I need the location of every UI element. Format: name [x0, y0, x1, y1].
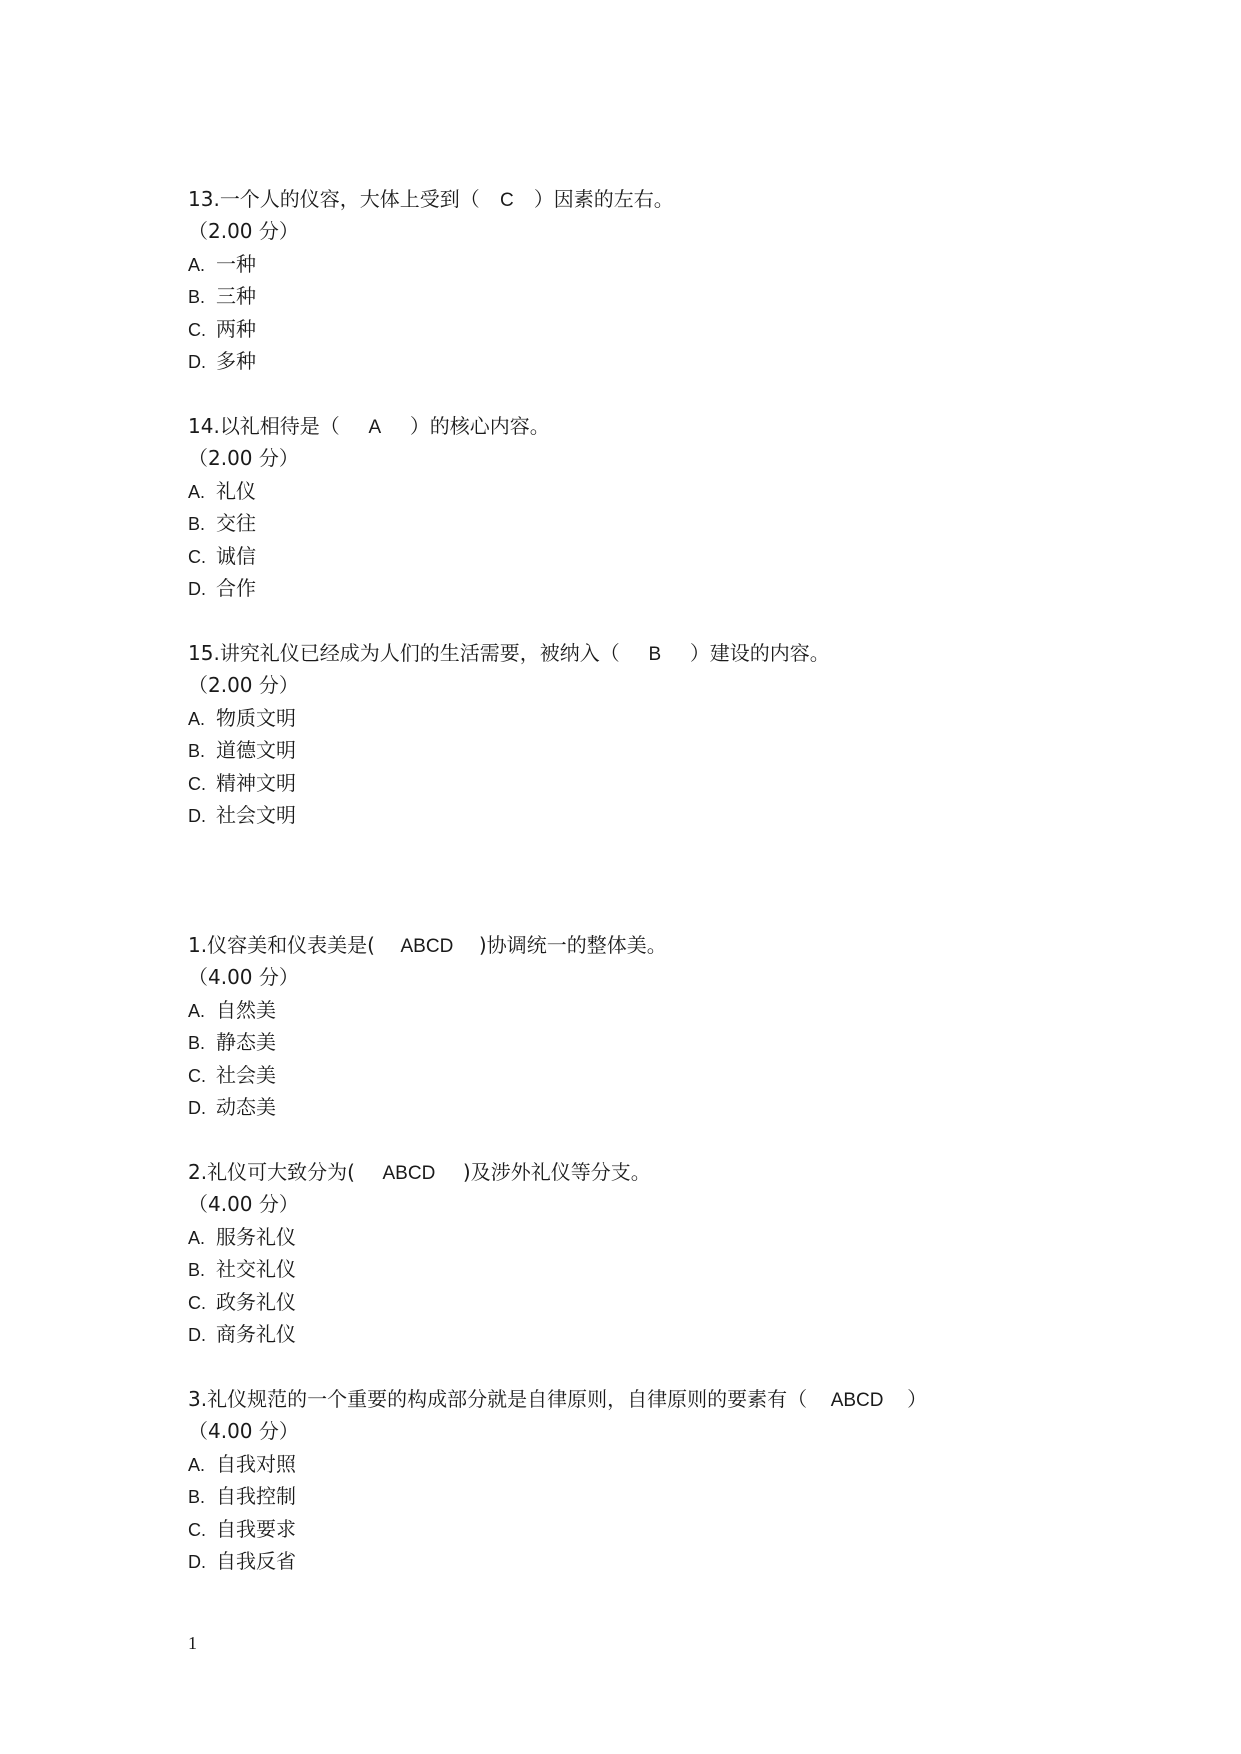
option-b: B. 交往: [188, 511, 256, 535]
question-15-stem: [188, 638, 830, 670]
question-text-end: ）因素的左右。: [533, 187, 674, 211]
question-text: 一个人的仪容，大体上受到（: [219, 187, 480, 211]
option-a: A. 物质文明: [188, 706, 296, 730]
option-b: B. 道德文明: [188, 738, 296, 762]
option-c: C. 社会美: [188, 1063, 276, 1087]
option-b: B. 自我控制: [188, 1484, 296, 1508]
question-15-score: （2.00 分）: [188, 673, 299, 697]
option-a: A. 自我对照: [188, 1452, 296, 1476]
option-c: C. 精神文明: [188, 771, 296, 795]
question-number: 15.: [188, 641, 220, 665]
question-13-stem: [188, 184, 674, 216]
option-b: B. 社交礼仪: [188, 1257, 296, 1281]
option-a: A. 一种: [188, 252, 256, 276]
question-number: 14.: [188, 414, 220, 438]
option-a: A. 服务礼仪: [188, 1225, 296, 1249]
option-b: B. 静态美: [188, 1030, 276, 1054]
question-text-end: ）建设的内容。: [689, 641, 830, 665]
question-14-stem: [188, 411, 550, 443]
option-d: D. 社会文明: [188, 803, 296, 827]
question-2-stem: [188, 1157, 651, 1189]
question-number: 2.: [188, 1160, 208, 1184]
answer-blank: A: [368, 417, 382, 438]
question-text-end: ）的核心内容。: [409, 414, 550, 438]
option-d: D. 动态美: [188, 1095, 276, 1119]
question-1-score: （4.00 分）: [188, 965, 299, 989]
option-d: D. 多种: [188, 349, 256, 373]
question-text-end: )及涉外礼仪等分支。: [462, 1160, 651, 1184]
question-text: 礼仪规范的一个重要的构成部分就是自律原则，自律原则的要素有（: [207, 1387, 808, 1411]
option-c: C. 两种: [188, 317, 256, 341]
answer-blank: ABCD: [382, 1163, 436, 1184]
question-text-end: )协调统一的整体美。: [478, 933, 667, 957]
answer-blank: ABCD: [400, 936, 454, 957]
option-b: B. 三种: [188, 284, 256, 308]
question-1-stem: [188, 930, 667, 962]
page-number: 1: [188, 1633, 197, 1653]
answer-blank: B: [648, 644, 662, 665]
answer-blank: C: [499, 190, 514, 211]
question-2-score: （4.00 分）: [188, 1192, 299, 1216]
question-text: 仪容美和仪表美是(: [207, 933, 375, 957]
option-c: C. 自我要求: [188, 1517, 296, 1541]
question-13-score: （2.00 分）: [188, 219, 299, 243]
question-3-score: （4.00 分）: [188, 1419, 299, 1443]
question-text: 讲究礼仪已经成为人们的生活需要，被纳入（: [219, 641, 620, 665]
question-number: 13.: [188, 187, 220, 211]
question-number: 3.: [188, 1387, 208, 1411]
answer-blank: ABCD: [830, 1390, 884, 1411]
question-text-end: ）: [907, 1387, 928, 1411]
option-a: A. 礼仪: [188, 479, 256, 503]
question-text: 以礼相待是（: [219, 414, 340, 438]
question-number: 1.: [188, 933, 208, 957]
option-d: D. 合作: [188, 576, 256, 600]
question-14-score: （2.00 分）: [188, 446, 299, 470]
question-text: 礼仪可大致分为(: [207, 1160, 355, 1184]
option-c: C. 诚信: [188, 544, 256, 568]
question-3-stem: [188, 1384, 927, 1416]
option-c: C. 政务礼仪: [188, 1290, 296, 1314]
option-d: D. 商务礼仪: [188, 1322, 296, 1346]
option-a: A. 自然美: [188, 998, 276, 1022]
option-d: D. 自我反省: [188, 1549, 296, 1573]
